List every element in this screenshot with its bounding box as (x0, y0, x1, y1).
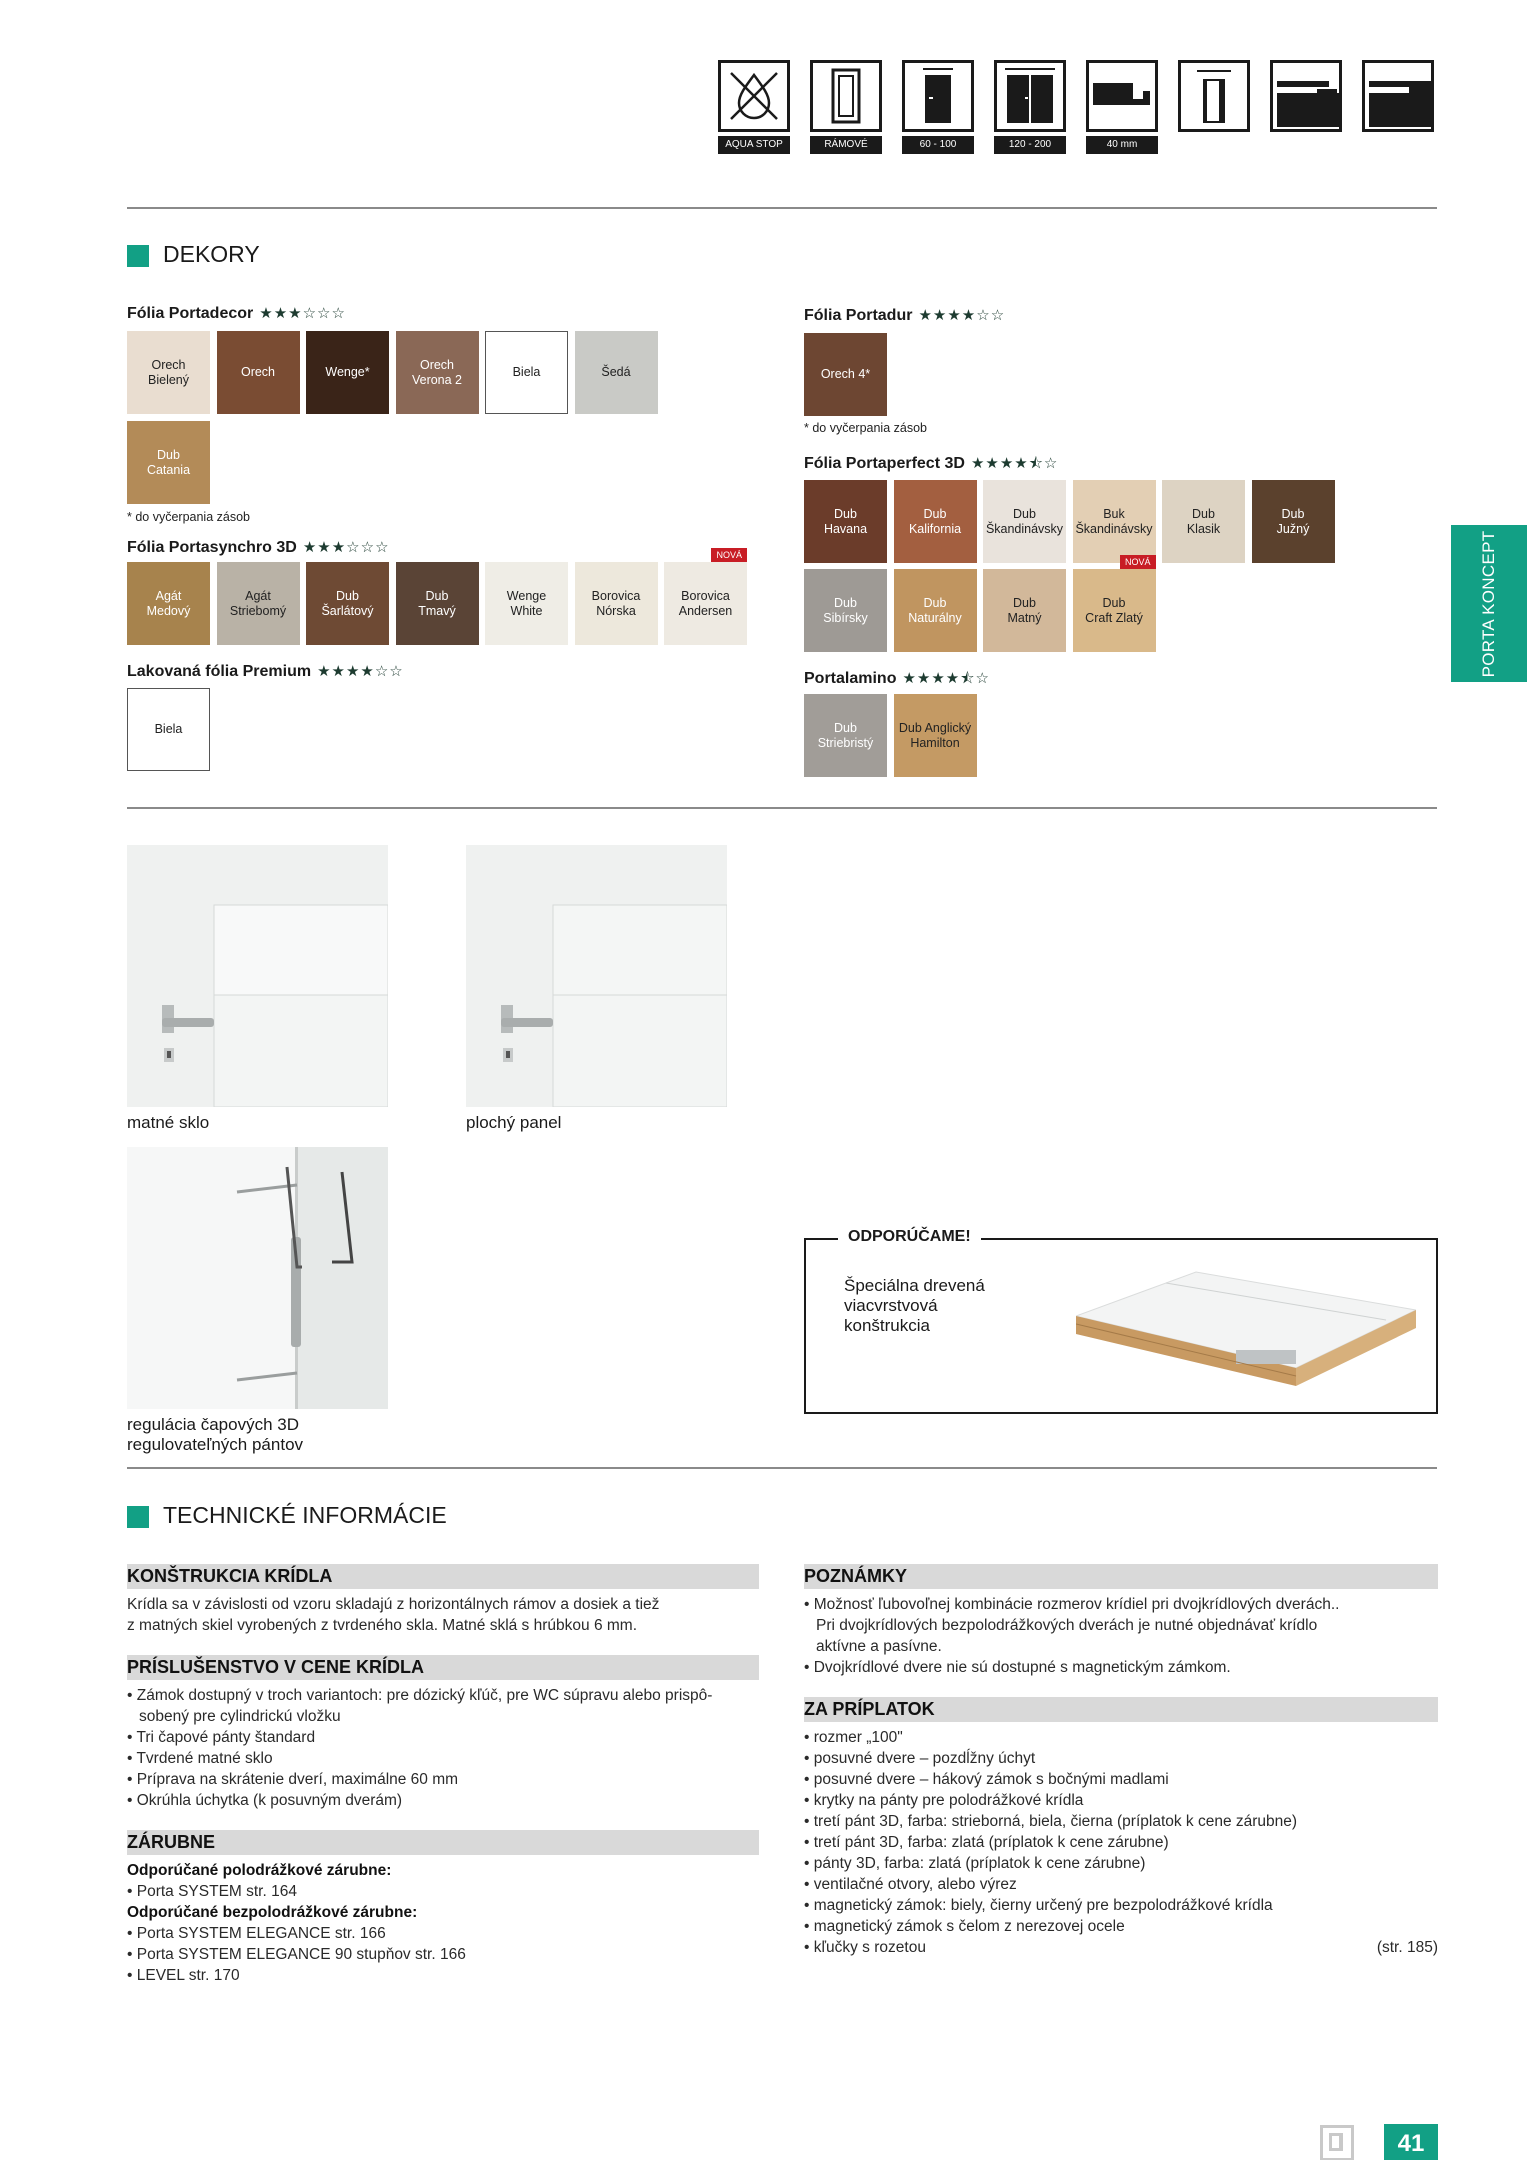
decor-swatch (575, 562, 658, 645)
tech-title: TECHNICKÉ INFORMÁCIE (163, 1502, 447, 1528)
swatch-label: Orech Bielený (148, 357, 189, 387)
list-item: • rozmer „100" (804, 1729, 903, 1746)
decor-swatch (127, 421, 210, 504)
swatch-label: Wenge* (325, 365, 370, 379)
zarubne-sub: Odporúčané bezpolodrážkové zárubne: (127, 1904, 418, 1921)
list-item: • LEVEL str. 170 (127, 1967, 240, 1984)
decor-swatch (1073, 480, 1156, 563)
premium-title: Lakovaná fólia Premium ★★★★☆☆ (127, 663, 404, 680)
list-item: • pánty 3D, farba: zlatá (príplatok k cene zárubne) (804, 1855, 1146, 1872)
stock-note: * do vyčerpania zásob (804, 421, 927, 435)
decor-swatch (306, 331, 389, 414)
swatch-label: Biela (154, 722, 183, 736)
swatch-label: Borovica Nórska (591, 588, 641, 618)
swatch-label: Dub Šarlátový (321, 588, 374, 618)
swatch-label: Wenge White (506, 588, 547, 618)
list-item: • Tri čapové pánty štandard (127, 1729, 316, 1746)
list-item: • posuvné dvere – pozdĺžny úchyt (804, 1750, 1036, 1767)
swatch-label: Dub Havana (823, 506, 868, 536)
decor-swatch (127, 688, 210, 771)
hinge-caption: regulácia čapových 3D regulovateľných pántov (127, 1415, 304, 1454)
poznamky-list (804, 1594, 1438, 1678)
icon-label: RÁMOVÉ (810, 136, 882, 154)
decor-swatch (804, 333, 887, 416)
list-item: • tretí pánt 3D, farba: strieborná, biela, čierna (príplatok k cene zárubne) (804, 1813, 1298, 1830)
portasynchro-title: Fólia Portasynchro 3D ★★★☆☆☆ (127, 539, 390, 556)
icon-label: 40 mm (1086, 136, 1158, 154)
side-tab: PORTA KONCEPT (1451, 525, 1527, 682)
decor-swatch (1162, 480, 1245, 563)
door-construction-image (1076, 1258, 1416, 1398)
swatch-label: Dub Catania (146, 447, 191, 477)
decor-swatch (804, 480, 887, 563)
zarubne-sub: Odporúčané polodrážkové zárubne: (127, 1862, 392, 1879)
hinge-photo (127, 1147, 388, 1409)
konstrukcia-header: KONŠTRUKCIA KRÍDLA (127, 1564, 759, 1589)
swatch-label: Dub Striebristý (817, 720, 874, 750)
dekory-title: DEKORY (163, 241, 260, 267)
priplatok-header: ZA PRÍPLATOK (804, 1697, 1438, 1722)
swatch-label: Agát Striebomý (229, 588, 287, 618)
door-thickness-icon (1086, 60, 1158, 132)
section-marker (127, 245, 149, 267)
decor-swatch (485, 562, 568, 645)
list-item: • Porta SYSTEM ELEGANCE 90 stupňov str. 166 (127, 1946, 466, 1963)
portadur-title: Fólia Portadur ★★★★☆☆ (804, 307, 1006, 324)
list-item: • Porta SYSTEM str. 164 (127, 1883, 297, 1900)
zarubne-header: ZÁRUBNE (127, 1830, 759, 1855)
page-number: 41 (1384, 2124, 1438, 2160)
decor-swatch (664, 550, 747, 645)
swatch-label: Dub Anglický Hamilton (898, 720, 972, 750)
list-item: • magnetický zámok s čelom z nerezovej ocele (804, 1918, 1125, 1935)
portaperfect-title: Fólia Portaperfect 3D ★★★★⯪☆ (804, 455, 1059, 472)
decor-swatch (894, 569, 977, 652)
decor-swatch (217, 331, 300, 414)
new-badge: NOVÁ (711, 548, 747, 562)
icon-label: AQUA STOP (718, 136, 790, 154)
list-item: • posuvné dvere – hákový zámok s bočnými madlami (804, 1771, 1169, 1788)
single-door-width-icon (902, 60, 974, 132)
divider (127, 807, 1437, 809)
prislusenstvo-list (127, 1685, 759, 1811)
recommend-box (804, 1228, 1438, 1414)
konstrukcia-text: Krídla sa v závislosti od vzoru skladajú z horizontálnych rámov a dosiek a tiež z matných skiel vyrobených z tvrdeného skla. Matné sklá s hrúbkou 6 mm. (127, 1596, 660, 1634)
list-item: • Dvojkrídlové dvere nie sú dostupné s magnetickým zámkom. (804, 1659, 1231, 1676)
swatch-label: Agát Medový (146, 588, 191, 618)
frame-door-icon (810, 60, 882, 132)
swatch-label: Orech 4* (820, 367, 871, 381)
decor-swatch (485, 331, 568, 414)
swatch-label: Dub Matný (1007, 595, 1042, 625)
decor-swatch (894, 694, 977, 777)
decor-swatch (575, 331, 658, 414)
priplatok-list (804, 1727, 1438, 1958)
decor-swatch (396, 562, 479, 645)
double-door-width-icon (994, 60, 1066, 132)
swatch-label: Dub Kalifornia (908, 506, 962, 536)
list-item: • Možnosť ľubovoľnej kombinácie rozmerov krídiel pri dvojkrídlových dverách.. Pri dvojkrídlových bezpolodrážkových dverách je nutné objednávať krídlo aktívne a pasívne. (804, 1596, 1340, 1655)
decor-swatch (894, 480, 977, 563)
list-item: • kľučky s rozetou (str. 185) (804, 1939, 1438, 1956)
stock-note: * do vyčerpania zásob (127, 510, 250, 524)
door-shortening-icon (1178, 60, 1250, 132)
portalamino-title: Portalamino ★★★★⯪☆ (804, 670, 990, 687)
list-item: • Tvrdené matné sklo (127, 1750, 273, 1767)
swatch-label: Orech (240, 365, 276, 379)
swatch-label: Orech Verona 2 (411, 357, 463, 387)
swatch-label: Dub Naturálny (908, 595, 962, 625)
section-marker (127, 1506, 149, 1528)
swatch-label: Dub Craft Zlatý (1085, 595, 1143, 625)
ploche-panel-caption: plochý panel (466, 1113, 562, 1132)
prislusenstvo-header: PRÍSLUŠENSTVO V CENE KRÍDLA (127, 1655, 759, 1680)
swatch-label: Borovica Andersen (678, 588, 733, 618)
list-item: • Zámok dostupný v troch variantoch: pre dózický kľúč, pre WC súpravu alebo prispô- sobený pre cylindrickú vložku (127, 1687, 713, 1725)
decor-swatch (1073, 557, 1156, 652)
page-reference: (str. 185) (1376, 1939, 1438, 1956)
decor-swatch (396, 331, 479, 414)
matne-sklo-caption: matné sklo (127, 1113, 210, 1132)
aqua-stop-icon (718, 60, 790, 132)
decor-swatch (983, 480, 1066, 563)
swatch-label: Dub Tmavý (418, 588, 456, 618)
swatch-label: Dub Južný (1276, 506, 1310, 536)
swatch-label: Dub Klasik (1186, 506, 1221, 536)
new-badge: NOVÁ (1120, 555, 1156, 569)
recommend-text: Špeciálna drevená viacvrstvová konštrukcia (844, 1276, 985, 1335)
matne-sklo-photo (127, 845, 388, 1107)
swatch-label: Šedá (601, 365, 631, 379)
swatch-label: Buk Škandinávsky (1075, 506, 1153, 536)
decor-swatch (983, 569, 1066, 652)
swatch-label: Biela (512, 365, 541, 379)
list-item: • tretí pánt 3D, farba: zlatá (príplatok k cene zárubne) (804, 1834, 1169, 1851)
divider (127, 207, 1437, 209)
zarubne-list (127, 1860, 759, 1986)
decor-swatch (804, 694, 887, 777)
list-item: • Porta SYSTEM ELEGANCE str. 166 (127, 1925, 386, 1942)
recommend-title: ODPORÚČAME! (838, 1228, 981, 1246)
decor-swatch (217, 562, 300, 645)
list-item: • magnetický zámok: biely, čierny určený pre bezpolodrážkové krídla (804, 1897, 1273, 1914)
decor-swatch (306, 562, 389, 645)
icon-label: 60 - 100 (902, 136, 974, 154)
list-item: • ventilačné otvory, alebo výrez (804, 1876, 1017, 1893)
decor-swatch (804, 569, 887, 652)
swatch-label: Dub Sibírsky (823, 595, 868, 625)
list-item: • Príprava na skrátenie dverí, maximálne 60 mm (127, 1771, 459, 1788)
ploche-panel-photo (466, 845, 727, 1107)
swatch-label: Dub Škandinávsky (985, 506, 1064, 536)
list-item: • Okrúhla úchytka (k posuvným dverám) (127, 1792, 403, 1809)
porta-logo-icon (1320, 2125, 1354, 2160)
icon-label: 120 - 200 (994, 136, 1066, 154)
rebated-door-icon (1270, 60, 1342, 132)
decor-swatch (127, 331, 210, 414)
decor-swatch (1252, 480, 1335, 563)
portadecor-title: Fólia Portadecor ★★★☆☆☆ (127, 305, 346, 322)
decor-swatch (127, 562, 210, 645)
divider (127, 1467, 1437, 1469)
list-item: • krytky na pánty pre polodrážkové krídla (804, 1792, 1084, 1809)
poznamky-header: POZNÁMKY (804, 1564, 1438, 1589)
non-rebated-door-icon (1362, 60, 1434, 132)
